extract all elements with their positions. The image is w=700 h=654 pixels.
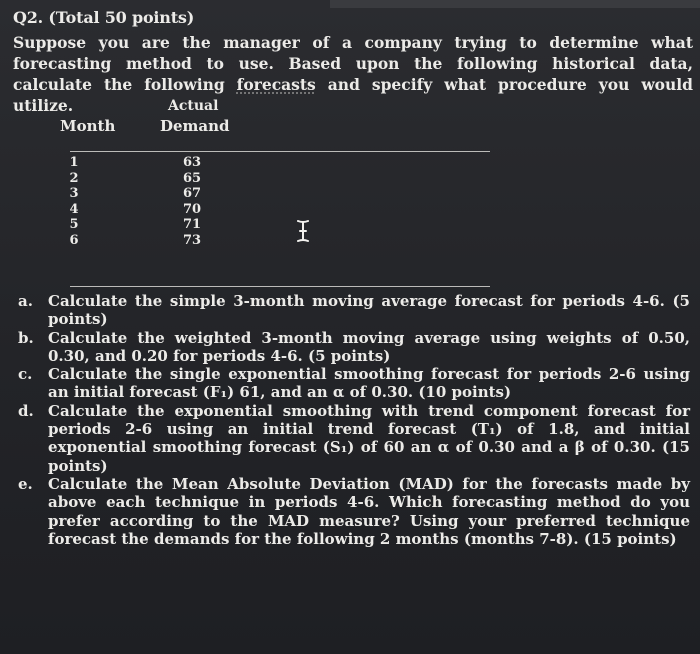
task-marker: e.	[18, 474, 33, 493]
task-text: Calculate the single exponential smoothing forecast for periods 2-6 using an initial forecast (F₁) 61, and an α of 0.30. (10 points)	[48, 365, 690, 402]
demand-cell: 67	[182, 186, 202, 201]
month-column-header: Month	[60, 117, 116, 135]
task-item-d	[18, 402, 690, 475]
task-marker: d.	[18, 401, 34, 420]
month-cell: 3	[69, 186, 79, 201]
task-marker: c.	[18, 365, 33, 384]
demand-cell: 65	[182, 170, 202, 186]
text-cursor-icon	[297, 220, 309, 242]
question-title: Q2. (Total 50 points)	[13, 8, 195, 27]
task-text: Calculate the weighted 3-month moving average using weights of 0.50, 0.30, and 0.20 for periods 4-6. (5 points)	[48, 328, 690, 365]
task-text: Calculate the exponential smoothing with trend component forecast for periods 2-6 using an initial trend forecast (T₁) of 1.8, and initial exponential smoothing forecast (S₁) of 60 an α of 0.30 and a β of 0.30. (15 points)	[48, 401, 690, 475]
demand-cell: 63	[182, 155, 202, 170]
demand-cell: 70	[182, 201, 202, 217]
demand-column-header-line2: Demand	[160, 117, 230, 135]
intro-text-end: and specify what procedure you would utilize.	[13, 75, 693, 115]
month-cell: 6	[69, 232, 79, 248]
top-edge-strip	[330, 0, 700, 8]
demand-cell: 71	[182, 217, 202, 232]
table-bottom-rule	[70, 286, 490, 287]
intro-text-start: Suppose you are the manager of a company trying to determine what forecasting method to use. Based upon the following historical data, calculate the following	[13, 33, 693, 94]
task-text: Calculate the simple 3-month moving average forecast for periods 4-6. (5 points)	[48, 292, 690, 329]
demand-column	[180, 155, 204, 248]
month-cell: 1	[69, 155, 79, 170]
task-item-e	[18, 475, 690, 548]
month-column	[68, 155, 80, 248]
table-top-rule	[70, 151, 490, 152]
task-marker: a.	[18, 292, 33, 310]
month-cell: 4	[69, 201, 79, 217]
task-text: Calculate the Mean Absolute Deviation (MAD) for the forecasts made by above each technique in periods 4-6. Which forecasting method do you prefer according to the MAD measure? Using your preferred technique forecast the demands for the following 2 months (months 7-8). (15 points)	[48, 474, 690, 548]
question-intro	[13, 32, 693, 116]
demand-column-header-line1: Actual	[168, 98, 219, 114]
task-item-c	[18, 365, 690, 402]
intro-underlined-word: forecasts	[236, 75, 316, 94]
task-item-a	[18, 292, 690, 329]
task-marker: b.	[18, 328, 34, 347]
month-cell: 2	[69, 170, 79, 186]
task-list	[18, 292, 690, 548]
month-cell: 5	[69, 217, 79, 232]
task-item-b	[18, 329, 690, 366]
demand-cell: 73	[182, 232, 202, 248]
